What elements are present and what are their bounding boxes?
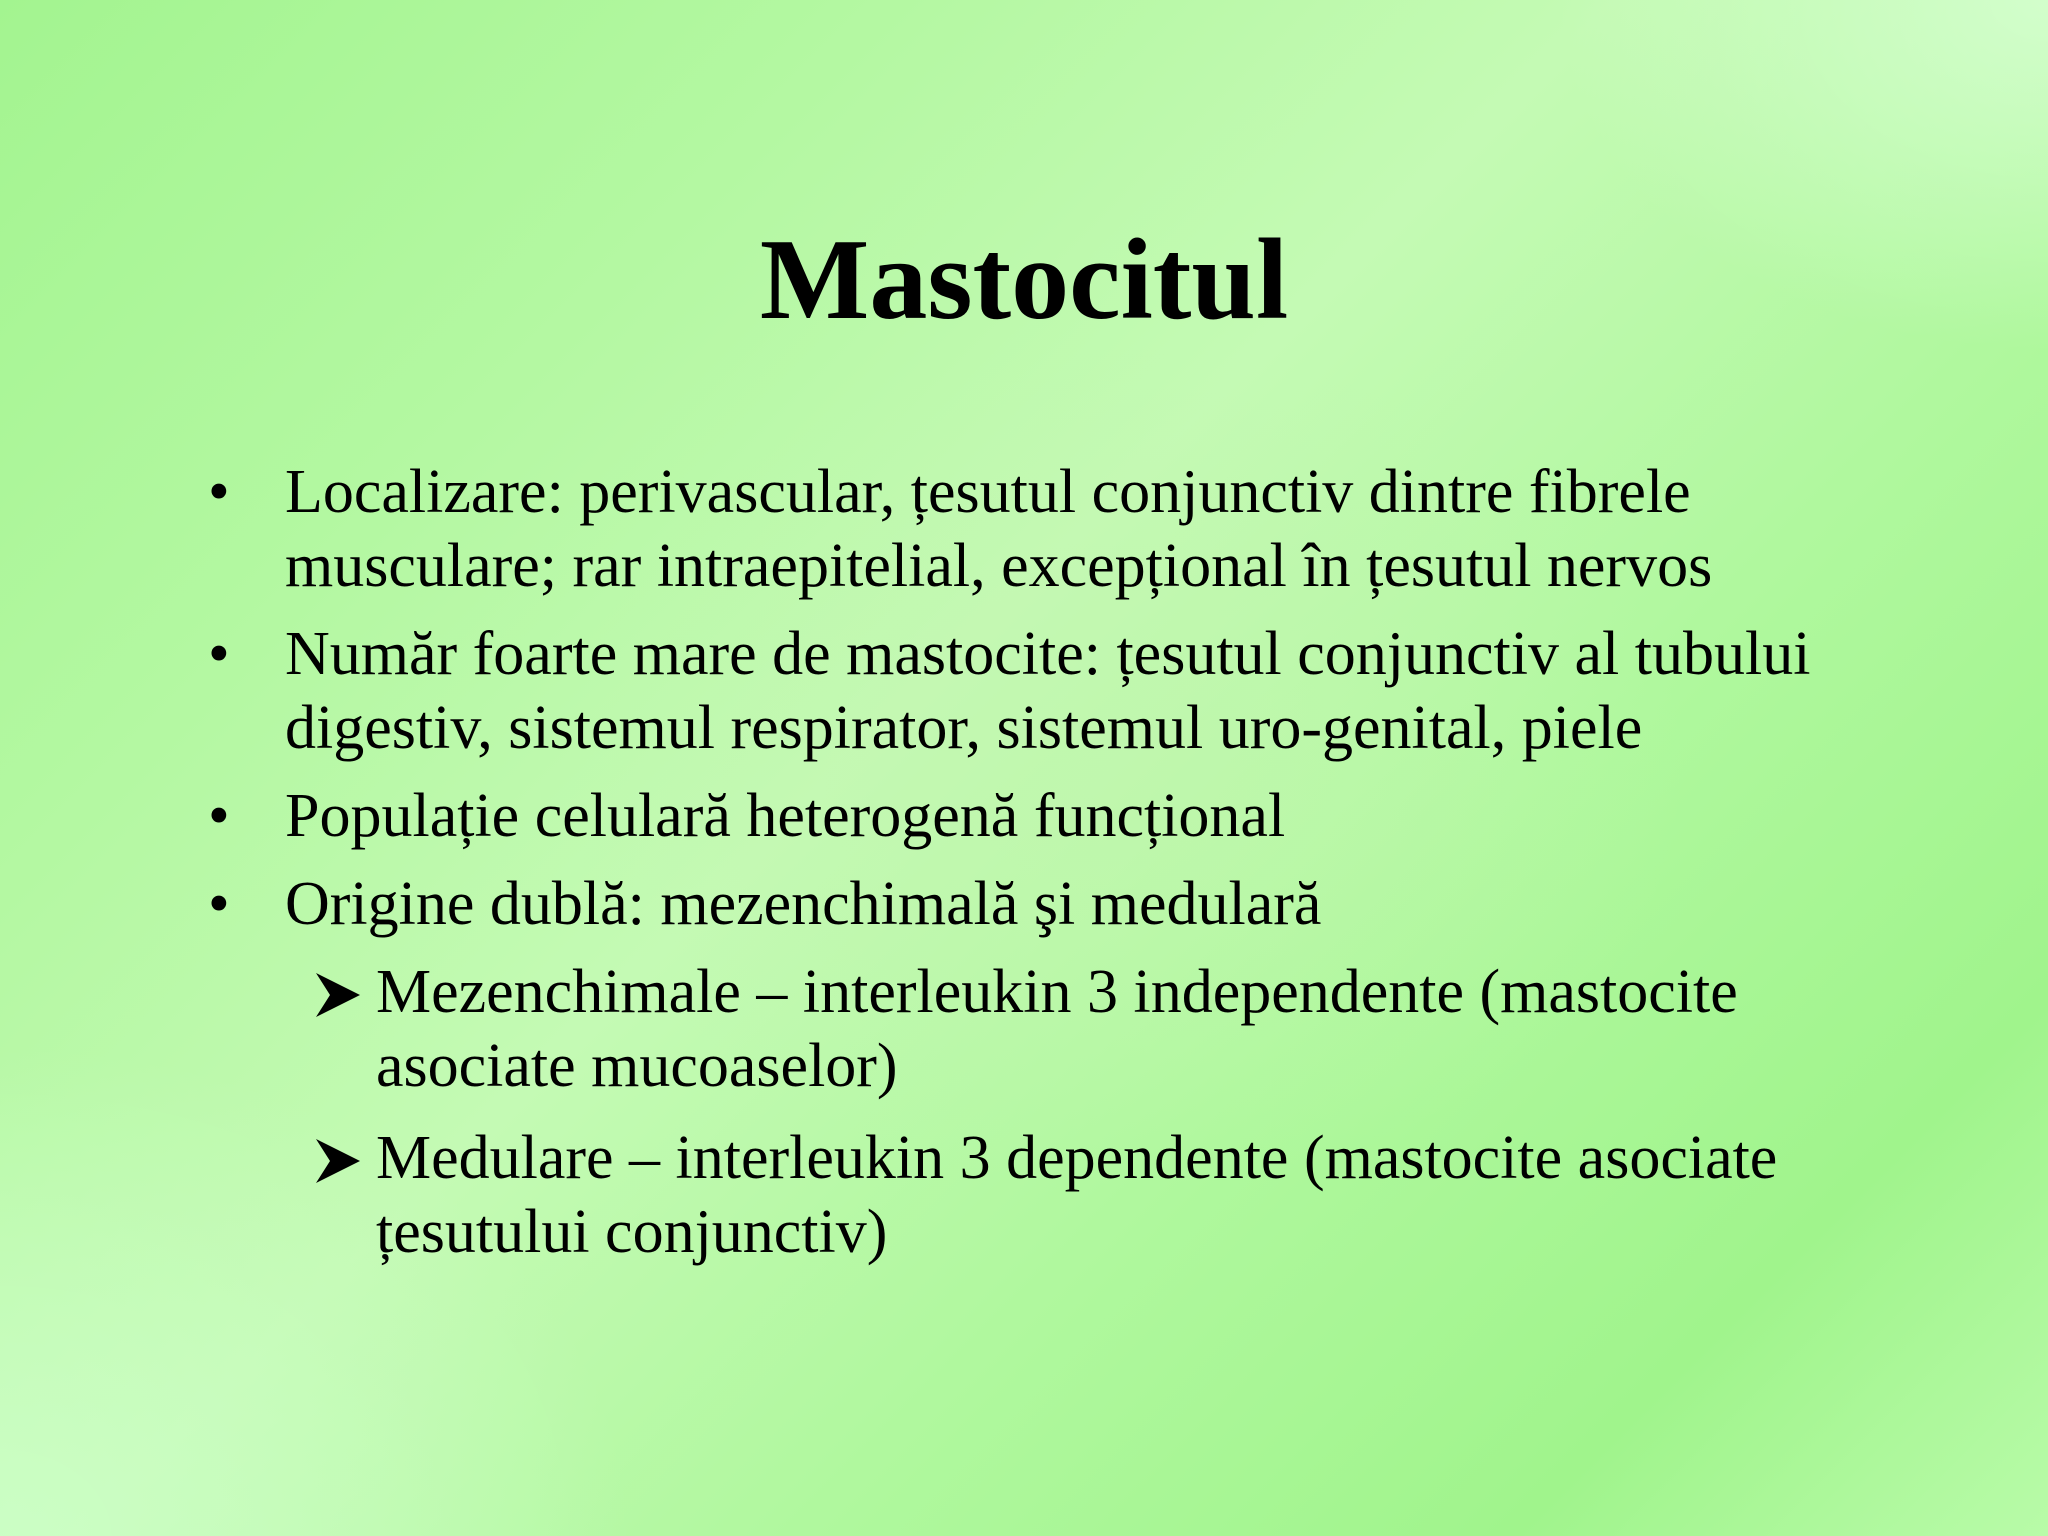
- bullet-text: Localizare: perivascular, țesutul conjunctiv dintre fibrele musculare; rar intraepitelial, excepțional în țesutul nervos: [285, 458, 1713, 600]
- sub-bullet-item: [208, 1121, 1888, 1269]
- slide-title: Mastocitul: [759, 216, 1289, 344]
- bullet-item: [208, 617, 1888, 765]
- bullet-text: Populație celulară heterogenă funcțional: [285, 782, 1286, 850]
- arrowhead-bullet-icon: [314, 1137, 362, 1185]
- sub-bullet-item: [208, 955, 1888, 1103]
- bullet-item: [208, 779, 1888, 853]
- bullet-item: [208, 867, 1888, 941]
- bullet-list: [208, 455, 1888, 1287]
- bullet-text: Număr foarte mare de mastocite: țesutul conjunctiv al tubului digestiv, sistemul respirator, sistemul uro-genital, piele: [285, 620, 1811, 762]
- sub-bullet-text: Medulare – interleukin 3 dependente (mastocite asociate țesutului conjunctiv): [376, 1124, 1778, 1266]
- bullet-item: [208, 455, 1888, 603]
- sub-bullet-text: Mezenchimale – interleukin 3 independente (mastocite asociate mucoaselor): [376, 958, 1738, 1100]
- bullet-dot: •: [208, 620, 230, 688]
- sub-bullet-list: [208, 955, 1888, 1269]
- bullet-dot: •: [208, 870, 230, 938]
- bullet-dot: •: [208, 782, 230, 850]
- bullet-dot: •: [208, 458, 230, 526]
- arrowhead-bullet-icon: [314, 971, 362, 1019]
- bullet-text: Origine dublă: mezenchimală şi medulară: [285, 870, 1322, 938]
